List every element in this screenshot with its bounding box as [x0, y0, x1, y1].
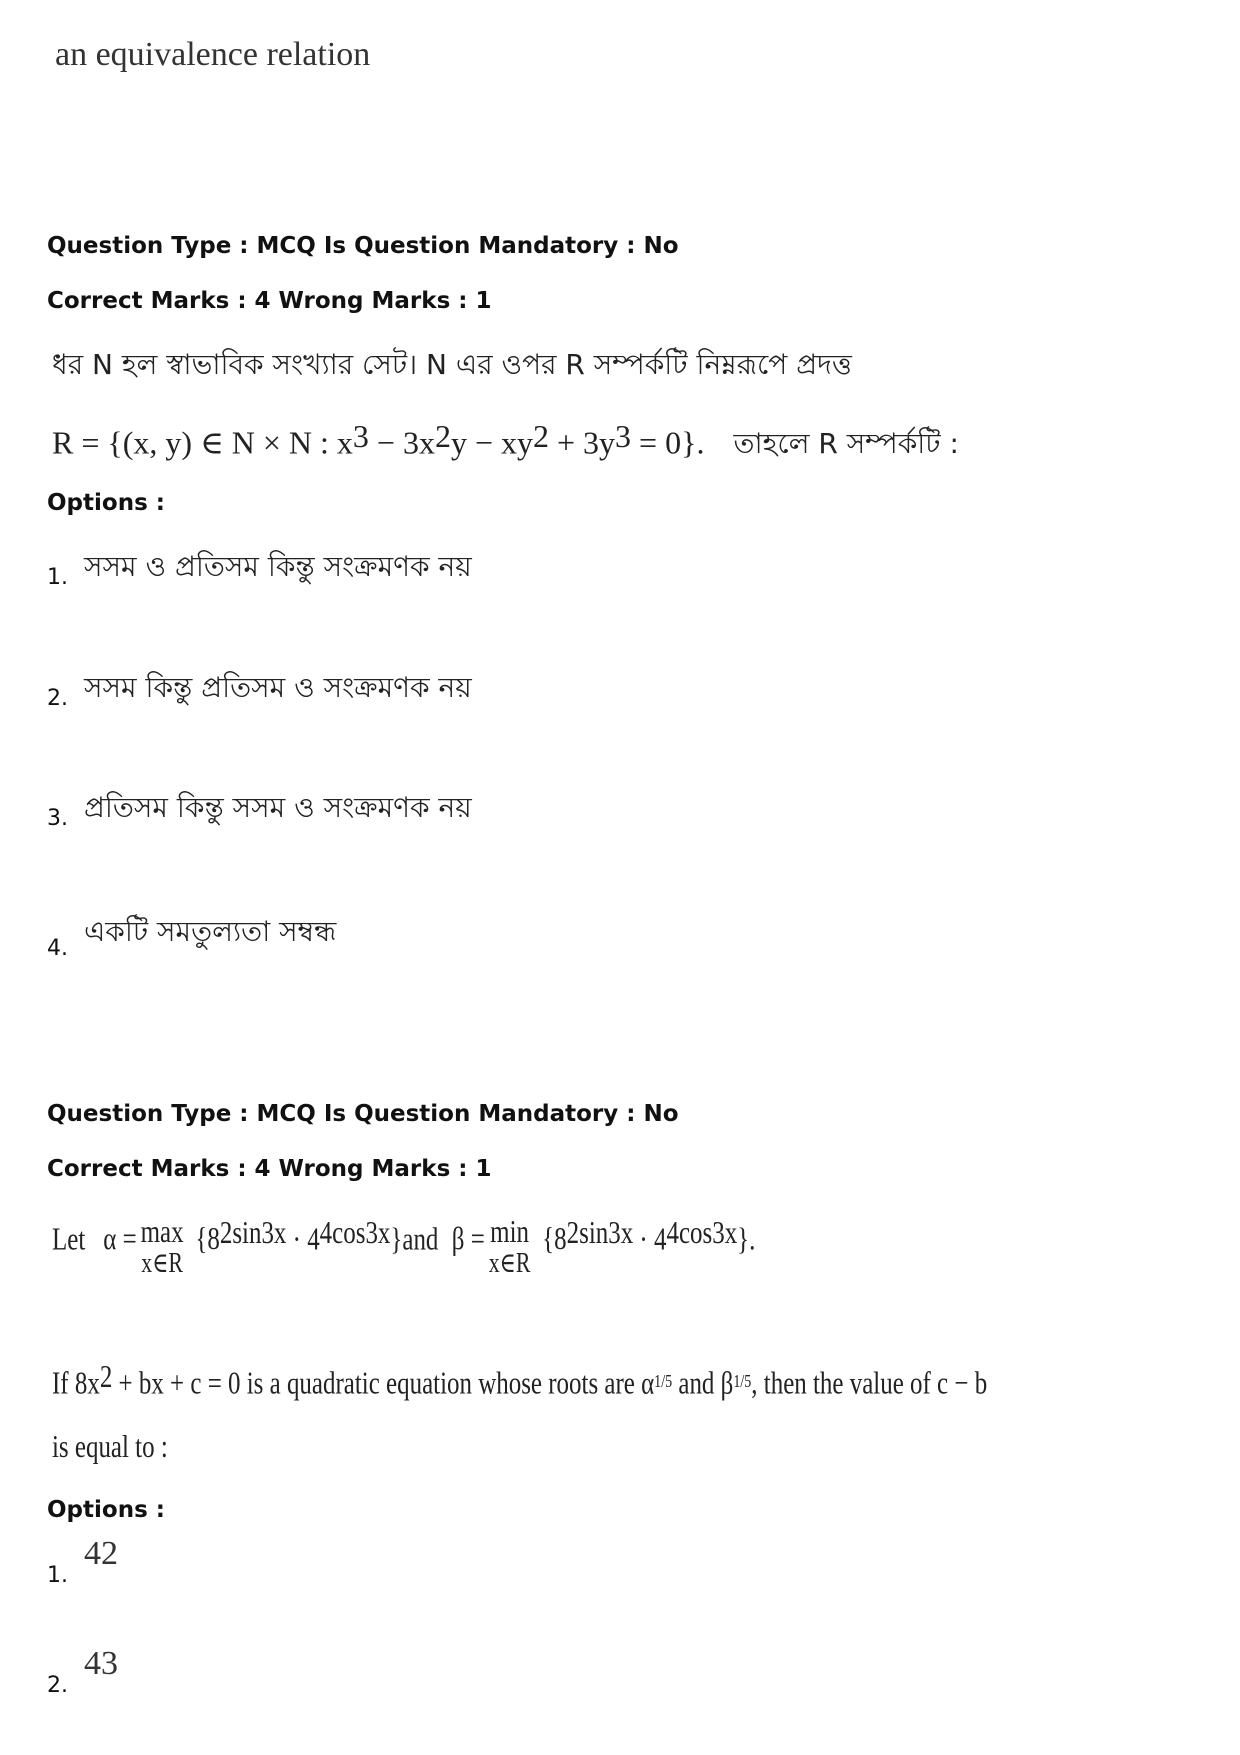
option-number: 2.	[47, 686, 68, 711]
options-label: Options :	[47, 490, 165, 516]
option-number: 3.	[47, 806, 68, 831]
option-number: 1.	[47, 1563, 68, 1588]
marks-line: Correct Marks : 4 Wrong Marks : 1	[47, 1156, 492, 1182]
question-stem-math: R = {(x, y) ∈ N × N : $x^3 - 3x^2y - xy^2 + 3y^3 = 0$}. তাহলে R সম্পর্কটি :	[52, 418, 959, 461]
options-label: Options :	[47, 1497, 165, 1523]
option-text: 42	[84, 1535, 118, 1572]
option-number: 4.	[47, 936, 68, 961]
previous-option-fragment: an equivalence relation	[55, 36, 371, 73]
question-stem-text-cont: is equal to :	[52, 1428, 168, 1464]
option-text: প্রতিসম কিন্তু সসম ও সংক্রমণক নয়	[84, 791, 472, 824]
option-text: সসম ও প্রতিসম কিন্তু সংক্রমণক নয়	[84, 550, 472, 583]
option-text: সসম কিন্তু প্রতিসম ও সংক্রমণক নয়	[84, 671, 472, 704]
option-text: একটি সমতুল্যতা সম্বন্ধ	[84, 915, 337, 948]
question-type-line: Question Type : MCQ Is Question Mandatory : No	[47, 1101, 679, 1127]
marks-line: Correct Marks : 4 Wrong Marks : 1	[47, 288, 492, 314]
question-stem-math: Let α = max x∈R $\{8^{2sin3x} \cdot 4^{4cos3x}\}and$ β = min x∈R $\{8^{2sin3x} \cdot 4^{4cos3x}\}$.	[52, 1213, 756, 1280]
question-stem-bengali: ধর N হল স্বাভাবিক সংখ্যার সেট। N এর ওপর R সম্পর্কটি নিম্নরূপে প্রদত্ত	[52, 348, 852, 381]
question-stem-text: If $8x^2$ + bx + c = 0 is a quadratic equation whose roots are α1/5 and β1/5, then the value of c − b	[52, 1358, 988, 1401]
option-number: 2.	[47, 1673, 68, 1698]
option-text: 43	[84, 1645, 118, 1682]
question-type-line: Question Type : MCQ Is Question Mandatory : No	[47, 233, 679, 259]
option-number: 1.	[47, 565, 68, 590]
